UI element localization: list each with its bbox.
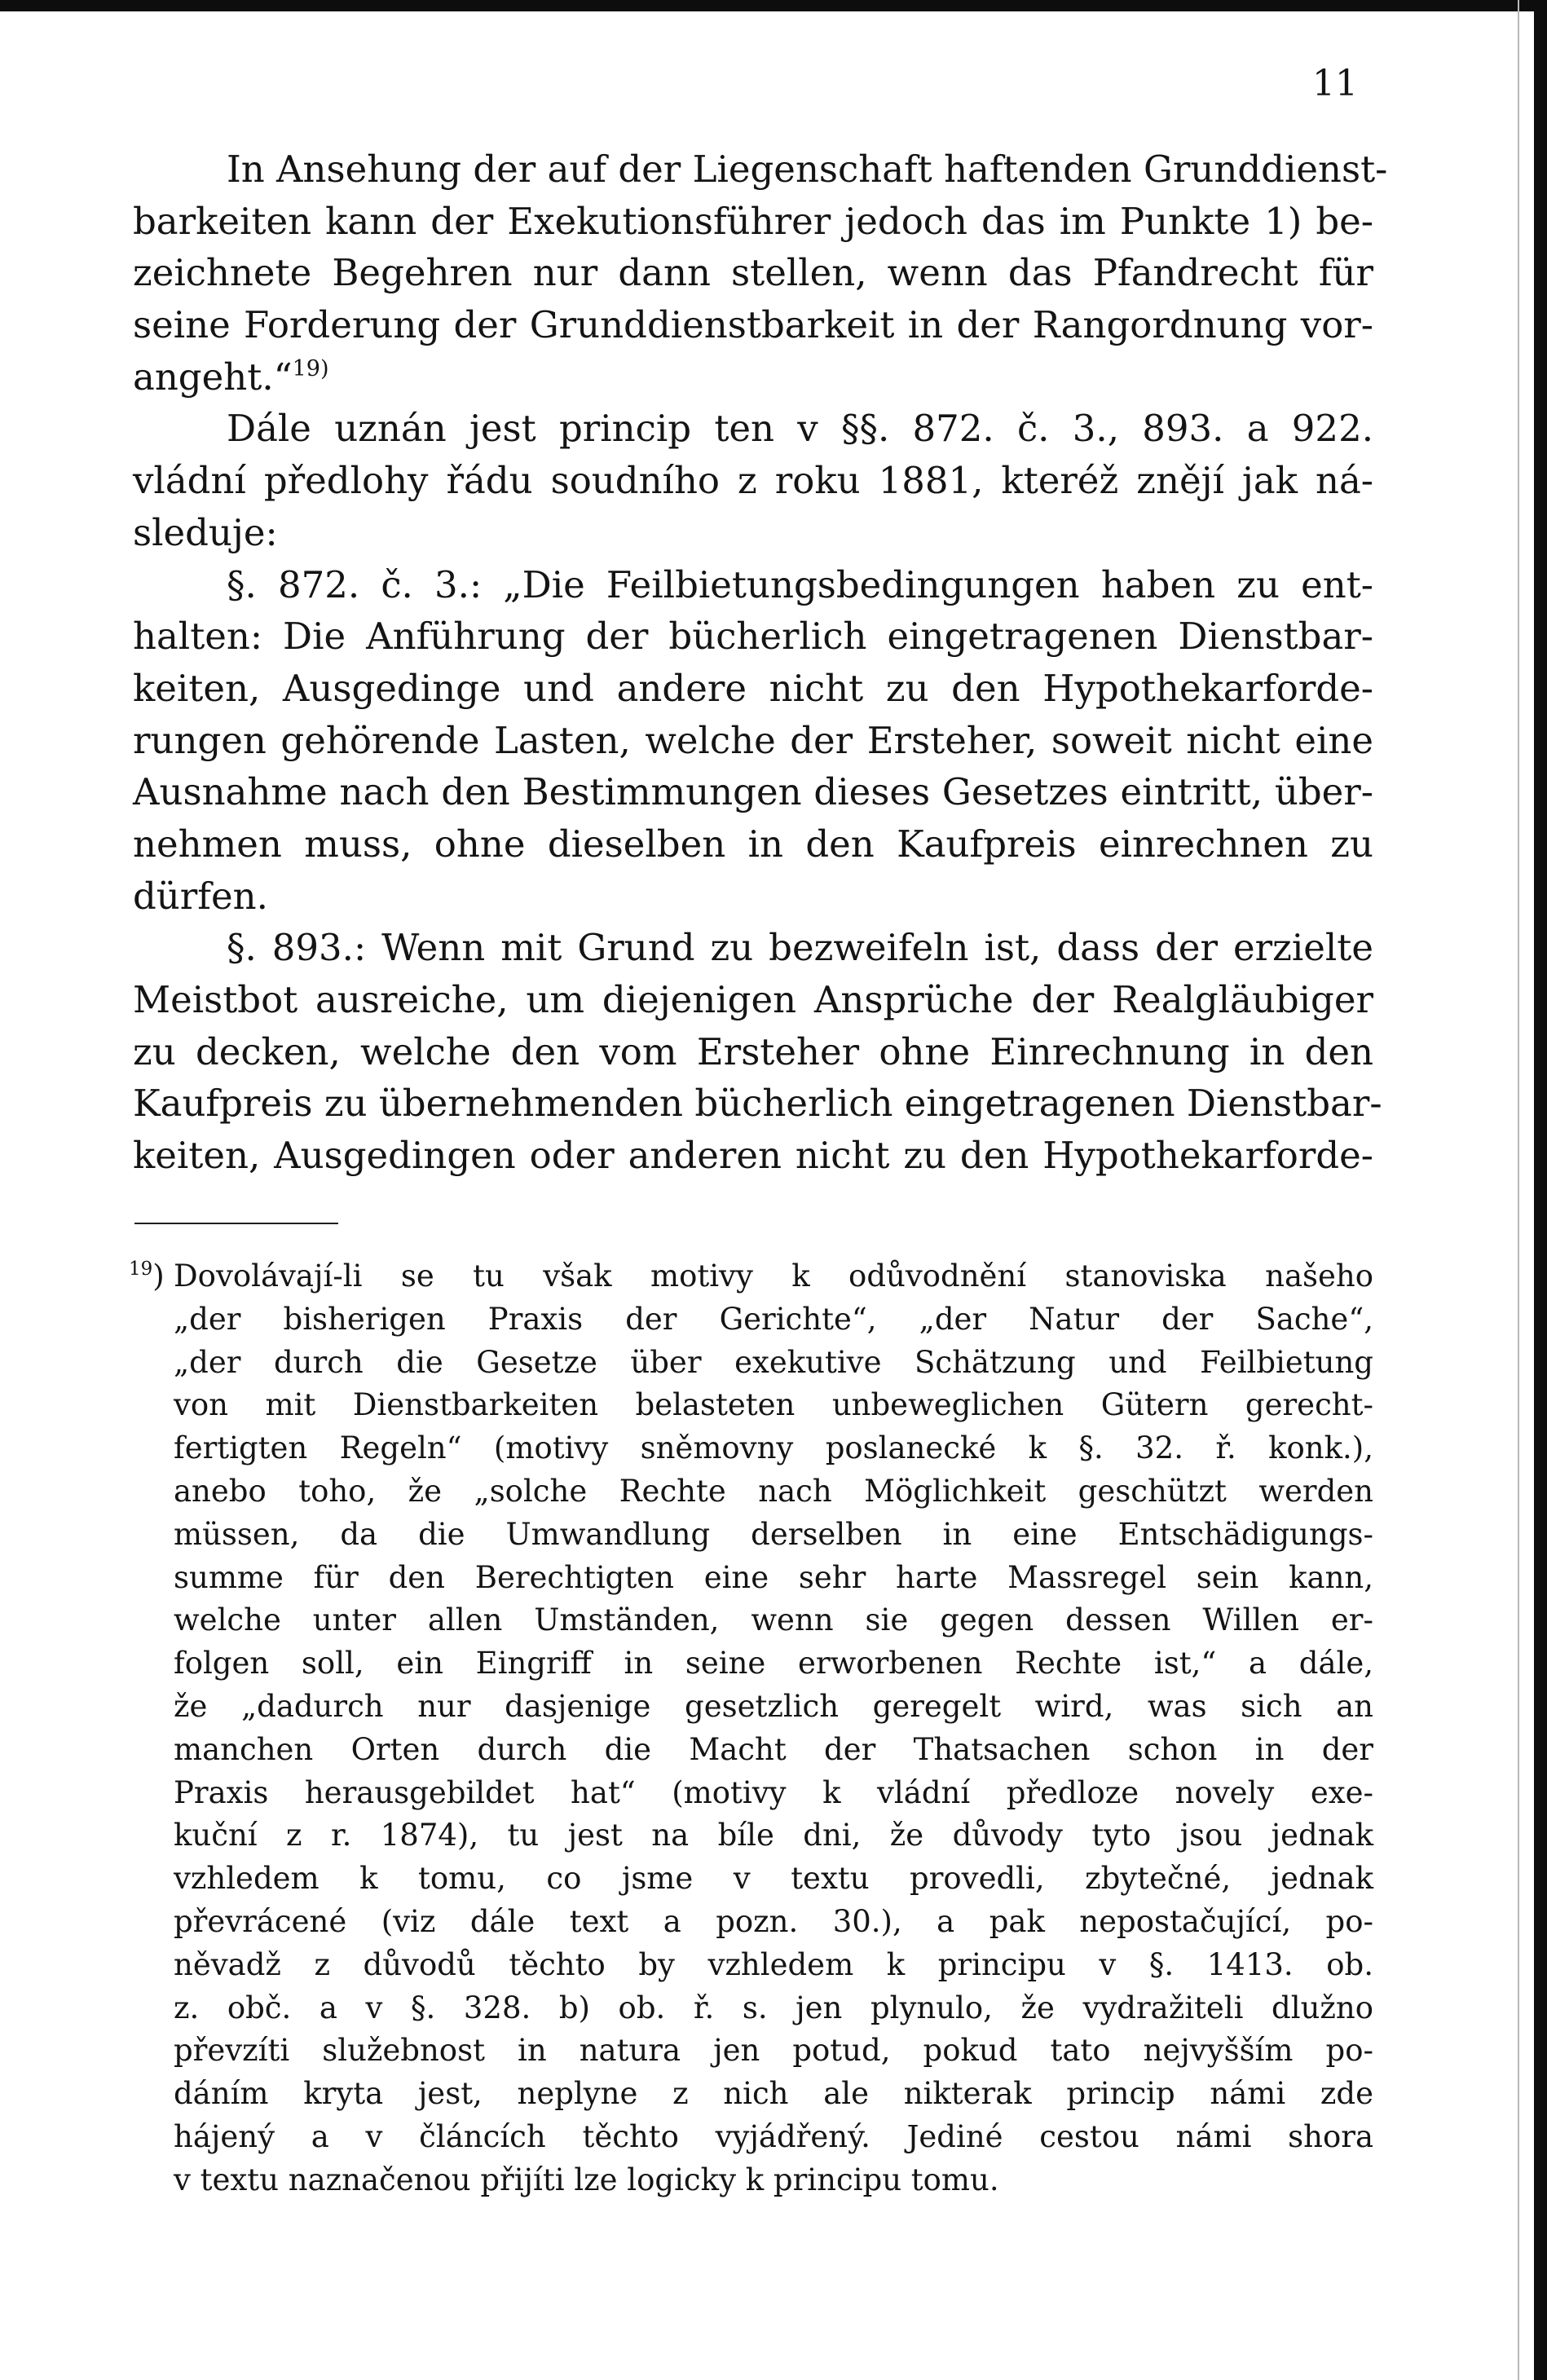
footnote-marker: [129, 1255, 165, 1298]
footnote-line: vzhledem k tomu, co jsme v textu provedli, zbytečné, jednak: [174, 1861, 1373, 1897]
footnote-line: „der durch die Gesetze über exekutive Schätzung und Feilbietung: [174, 1344, 1373, 1380]
body-line: dürfen.: [133, 874, 268, 918]
body-line: Meistbot ausreiche, um diejenigen Ansprüche der Realgläubiger: [133, 978, 1373, 1021]
footnote-divider: [134, 1223, 338, 1224]
footnote-line: Praxis herausgebildet hat“ (motivy k vládní předloze novely exe-: [174, 1774, 1373, 1810]
footnote-line: folgen soll, ein Eingriff in seine erworbenen Rechte ist,“ a dále,: [174, 1646, 1373, 1681]
footnote-line-text: Dovolávají-li se tu však motivy k odůvodnění stanoviska našeho: [174, 1258, 1373, 1294]
body-line: vládní předlohy řádu soudního z roku 1881, kteréž znějí jak ná-: [133, 459, 1373, 503]
footnote-line: že „dadurch nur dasjenige gesetzlich geregelt wird, was sich an: [174, 1688, 1373, 1724]
footnote: [129, 1255, 1373, 2202]
body-line: keiten, Ausgedinge und andere nicht zu den Hypothekarforde-: [133, 666, 1373, 710]
footnote-line-first: [129, 1255, 1373, 1298]
body-line: nehmen muss, ohne dieselben in den Kaufpreis einrechnen zu: [133, 822, 1373, 866]
footnote-line: hájený a v článcích těchto vyjádřený. Jediné cestou námi shora: [174, 2118, 1373, 2154]
footnote-line: von mit Dienstbarkeiten belasteten unbeweglichen Gütern gerecht-: [174, 1387, 1373, 1423]
body-line: sleduje:: [133, 510, 278, 554]
body-line-with-footnote-ref: [133, 351, 1373, 403]
footnote-line: welche unter allen Umständen, wenn sie gegen dessen Willen er-: [174, 1602, 1373, 1638]
footnote-line: fertigten Regeln“ (motivy sněmovny poslanecké k §. 32. ř. konk.),: [174, 1430, 1373, 1466]
body-line: zu decken, welche den vom Ersteher ohne Einrechnung in den: [133, 1029, 1373, 1073]
body-line: rungen gehörende Lasten, welche der Ersteher, soweit nicht eine: [133, 718, 1373, 762]
body-line: keiten, Ausgedingen oder anderen nicht zu den Hypothekarforde-: [133, 1134, 1373, 1178]
body-line: barkeiten kann der Exekutionsführer jedoch das im Punkte 1) be-: [133, 199, 1373, 243]
body-line: §. 893.: Wenn mit Grund zu bezweifeln ist, dass der erzielte: [227, 926, 1373, 970]
body-line: zeichnete Begehren nur dann stellen, wenn das Pfandrecht für: [133, 251, 1373, 295]
footnote-line: převzíti služebnost in natura jen potud, pokud tato nejvyšším po-: [174, 2033, 1373, 2069]
footnote-marker-number: 19: [129, 1258, 153, 1280]
page-number: 11: [1312, 63, 1358, 104]
body-line: Dále uznán jest princip ten v §§. 872. č. 3., 893. a 922.: [227, 407, 1373, 451]
scan-edge-top: [0, 0, 1547, 11]
footnote-line: müssen, da die Umwandlung derselben in eine Entschädigungs-: [174, 1516, 1373, 1552]
footnote-line: summe für den Berechtigten eine sehr harte Massregel sein kann,: [174, 1559, 1373, 1595]
footnote-line: manchen Orten durch die Macht der Thatsachen schon in der: [174, 1731, 1373, 1767]
footnote-line: „der bisherigen Praxis der Gerichte“, „der Natur der Sache“,: [174, 1301, 1373, 1337]
footnote-marker-paren: ): [152, 1258, 165, 1294]
body-text: [133, 143, 1388, 1182]
footnote-line: dáním kryta jest, neplyne z nich ale nikterak princip námi zde: [174, 2076, 1373, 2112]
footnote-line: anebo toho, že „solche Rechte nach Möglichkeit geschützt werden: [174, 1473, 1373, 1509]
body-line: §. 872. č. 3.: „Die Feilbietungsbedingungen haben zu ent-: [227, 562, 1373, 606]
footnote-line: kuční z r. 1874), tu jest na bíle dni, že důvody tyto jsou jednak: [174, 1818, 1373, 1853]
scan-edge-right: [1534, 0, 1547, 2380]
footnote-line: v textu naznačenou přijíti lze logicky k principu tomu.: [174, 2162, 999, 2197]
body-line: Ausnahme nach den Bestimmungen dieses Gesetzes eintritt, über-: [133, 770, 1373, 814]
body-line: seine Forderung der Grunddienstbarkeit in der Rangordnung vor-: [133, 303, 1373, 347]
footnote-line: převrácené (viz dále text a pozn. 30.), a pak nepostačující, po-: [174, 1903, 1373, 1939]
footnote-reference[interactable]: 19): [292, 355, 329, 381]
footnote-line: z. obč. a v §. 328. b) ob. ř. s. jen plynulo, že vydražiteli dlužno: [174, 1990, 1373, 2025]
body-line: Kaufpreis zu übernehmenden bücherlich eingetragenen Dienstbar-: [133, 1082, 1382, 1126]
body-line: halten: Die Anführung der bücherlich eingetragenen Dienstbar-: [133, 615, 1373, 659]
body-line-text: angeht.“: [133, 355, 293, 399]
footnote-line: něvadž z důvodů těchto by vzhledem k principu v §. 1413. ob.: [174, 1946, 1373, 1982]
scan-edge-line: [1518, 0, 1519, 2380]
body-line: In Ansehung der auf der Liegenschaft haftenden Grunddienst-: [227, 148, 1388, 191]
